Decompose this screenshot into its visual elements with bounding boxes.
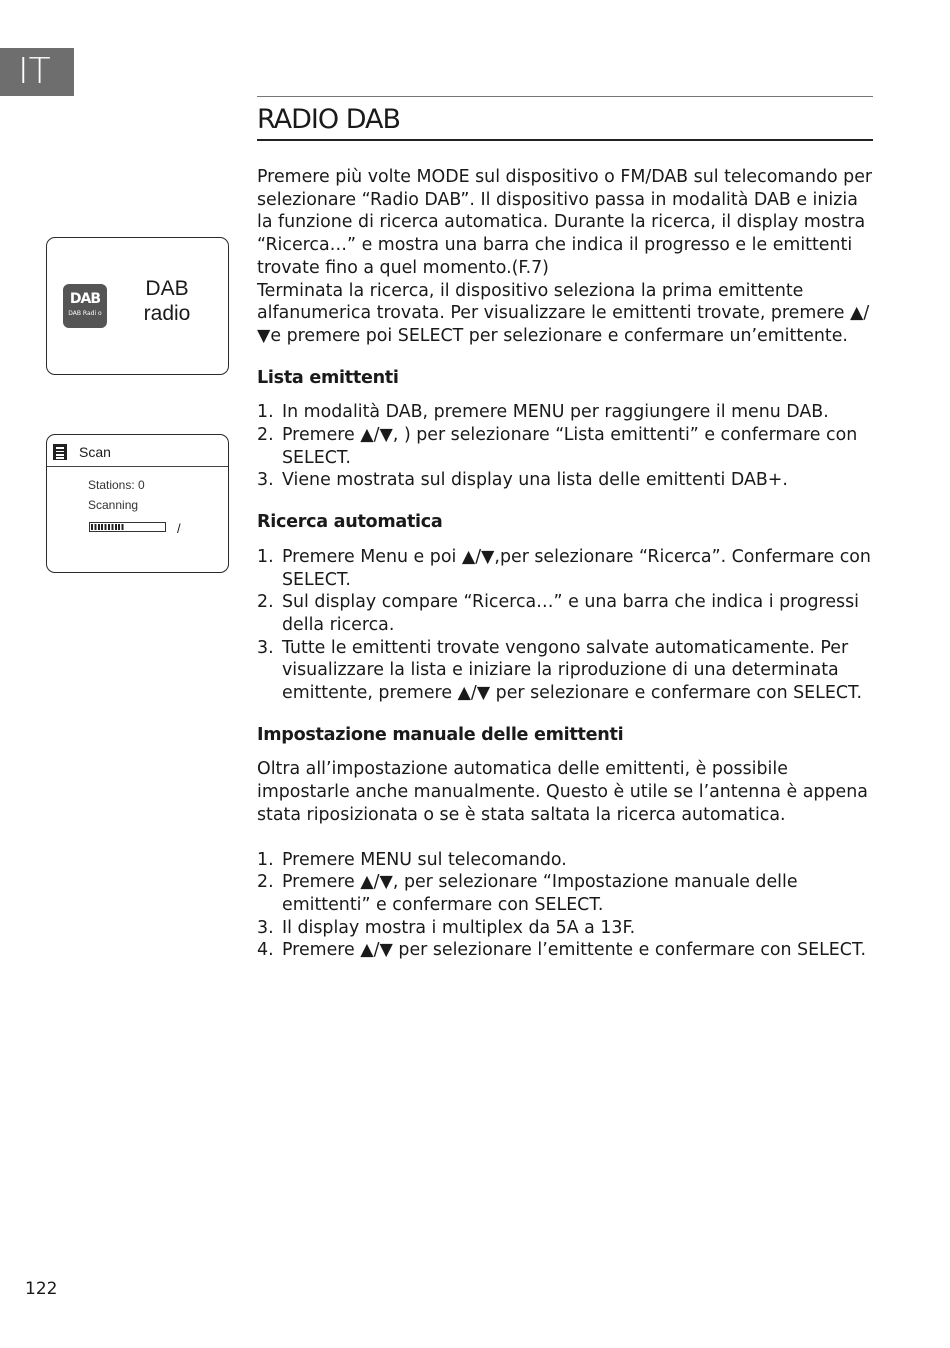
title-top-rule [257, 96, 873, 97]
scan-stations-count: Stations: 0 [88, 478, 145, 492]
list-item: 2. Premere ▲/▼, per selezionare “Impostazione manuale delle emittenti” e confermare con SELECT. [257, 872, 798, 915]
dab-display-line1: DAB [145, 277, 189, 300]
dab-display-line2: radio [143, 302, 191, 325]
list-item: 3. Viene mostrata sul display una lista delle emittenti DAB+. [257, 470, 788, 491]
dab-logo-text: DAB [69, 291, 101, 307]
list-item: 2. Premere ▲/▼, ) per selezionare “Lista emittenti” e confermare con SELECT. [257, 425, 858, 468]
section-heading-lista-emittenti: Lista emittenti [257, 367, 399, 388]
list-item: 1. In modalità DAB, premere MENU per raggiungere il menu DAB. [257, 402, 829, 423]
list-item: 3. Tutte le emittenti trovate vengono salvate automaticamente. Per visualizzare la lista e iniziare la riproduzione di una determinata emittente, premere ▲/▼ per selezionare e confermare con SELECT. [257, 637, 863, 704]
scan-status: Scanning [88, 498, 139, 512]
dab-display-text [135, 276, 199, 326]
page-number: 122 [25, 1279, 58, 1299]
scan-header [47, 435, 228, 467]
main-content [257, 166, 877, 962]
section-heading-impostazione-manuale: Impostazione manuale delle emittenti [257, 724, 624, 745]
dab-radio-display [46, 237, 229, 375]
intro-paragraph-1: Premere più volte MODE sul dispositivo o FM/DAB sul telecomando per selezionare “Radio DAB”. Il dispositivo passa in modalità DAB e inizia la funzione di ricerca automatica. Durante la ricerca, il display mostra “Ricerca…” e mostra una barra che indica il progresso e le emittenti trovate fino a quel momento.(F.7) [257, 167, 873, 278]
scan-progress-fill [91, 524, 125, 530]
scan-title: Scan [79, 444, 111, 460]
dab-logo-subtext: DAB Radi o [68, 310, 102, 317]
menu-list-icon [53, 444, 67, 460]
ricerca-automatica-steps [257, 546, 877, 705]
intro-paragraph-2: Terminata la ricerca, il dispositivo seleziona la prima emittente alfanumerica trovata. Per visualizzare le emittenti trovate, premere ▲/▼e premere poi SELECT per selezionare e confermare un’emittente. [257, 280, 870, 346]
impostazione-manuale-paragraph: Oltra all’impostazione automatica delle emittenti, è possibile impostarle anche manualmente. Questo è utile se l’antenna è appena stata riposizionata o se è stata saltata la ricerca automatica. [257, 759, 868, 825]
scan-display [46, 434, 229, 573]
lista-emittenti-steps [257, 401, 877, 492]
page-title: RADIO DAB [257, 104, 401, 135]
dab-logo-icon [63, 284, 107, 328]
impostazione-manuale-steps [257, 849, 877, 963]
title-bottom-rule [257, 139, 873, 141]
scan-progress-bar [89, 522, 166, 532]
language-tab: IT [0, 48, 74, 96]
list-item: 1. Premere MENU sul telecomando. [257, 849, 567, 870]
list-item: 3. Il display mostra i multiplex da 5A a 13F. [257, 917, 636, 938]
list-item: 1. Premere Menu e poi ▲/▼,per selezionare “Ricerca”. Confermare con SELECT. [257, 546, 871, 590]
section-heading-ricerca-automatica: Ricerca automatica [257, 512, 443, 533]
list-item: 4. Premere ▲/▼ per selezionare l’emittente e confermare con SELECT. [257, 940, 867, 961]
list-item: 2. Sul display compare “Ricerca…” e una barra che indica i progressi della ricerca. [257, 592, 859, 635]
scan-progress-slash: / [177, 521, 181, 536]
